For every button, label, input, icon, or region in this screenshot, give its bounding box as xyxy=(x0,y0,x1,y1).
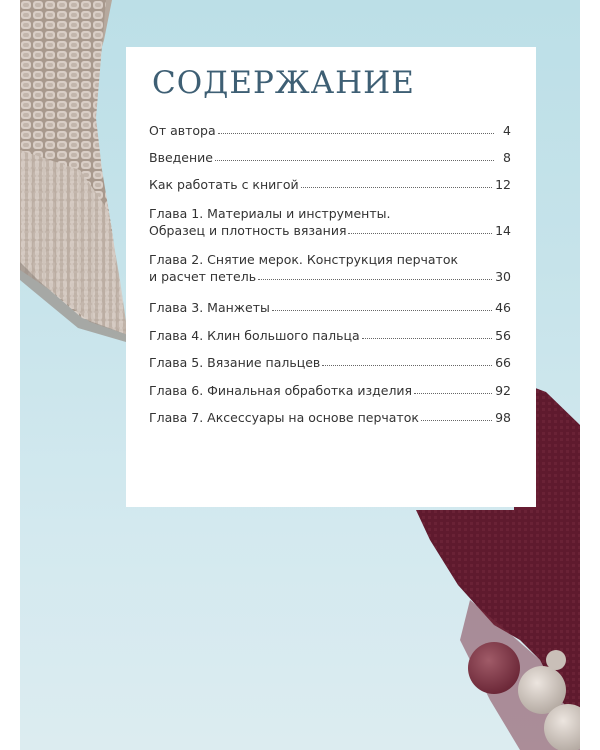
toc-page: 12 xyxy=(495,177,511,192)
leader-dots xyxy=(421,420,492,421)
leader-dots xyxy=(362,338,492,339)
leader-dots xyxy=(414,393,492,394)
toc-entry-author[interactable] xyxy=(149,123,511,138)
leader-dots xyxy=(301,187,492,188)
toc-title: От автора xyxy=(149,123,216,138)
toc-title: Как работать с книгой xyxy=(149,177,299,192)
contents-panel xyxy=(126,47,536,507)
toc-page: 46 xyxy=(495,300,511,315)
leader-dots xyxy=(215,160,494,161)
toc-title: Глава 5. Вязание пальцев xyxy=(149,355,321,370)
toc-title: Введение xyxy=(149,150,213,165)
toc-page: 4 xyxy=(503,123,511,138)
leader-dots xyxy=(322,365,492,366)
toc-title-line2: Образец и плотность вязания xyxy=(149,223,347,238)
leader-dots xyxy=(272,310,492,311)
leader-dots xyxy=(258,279,492,280)
toc-page: 56 xyxy=(495,328,511,343)
toc-page: 92 xyxy=(495,383,511,398)
toc-entry-chapter-5[interactable] xyxy=(149,355,511,370)
toc-title-line2: и расчет петель xyxy=(149,269,257,284)
knitted-sleeve xyxy=(20,0,128,342)
toc-page: 66 xyxy=(495,355,511,370)
toc-page: 8 xyxy=(503,150,511,165)
toc-entry-chapter-1[interactable] xyxy=(149,205,511,238)
toc-title-row2 xyxy=(149,269,511,284)
toc-page: 14 xyxy=(495,223,511,238)
contents-heading: СОДЕРЖАНИЕ xyxy=(152,65,415,101)
toc-entry-chapter-7[interactable] xyxy=(149,410,511,425)
leader-dots xyxy=(348,233,492,234)
toc-page: 30 xyxy=(495,269,511,284)
toc-title: Глава 7. Аксессуары на основе перчаток xyxy=(149,410,419,425)
toc-title: Глава 3. Манжеты xyxy=(149,300,270,315)
toc-title: Глава 4. Клин большого пальца xyxy=(149,328,360,343)
toc-entry-chapter-6[interactable] xyxy=(149,383,511,398)
toc-page: 98 xyxy=(495,410,511,425)
toc-title: Глава 6. Финальная обработка изделия xyxy=(149,383,413,398)
toc-title-row2 xyxy=(149,223,511,238)
toc-title-line1: Глава 1. Материалы и инструменты. xyxy=(149,206,391,221)
toc-entry-how-to-use[interactable] xyxy=(149,177,511,192)
toc-title-line1: Глава 2. Снятие мерок. Конструкция перчаток xyxy=(149,252,459,267)
toc-entry-chapter-4[interactable] xyxy=(149,328,511,343)
toc-entry-chapter-2[interactable] xyxy=(149,251,511,284)
toc-entry-chapter-3[interactable] xyxy=(149,300,511,315)
leader-dots xyxy=(218,133,494,134)
toc-entry-intro[interactable] xyxy=(149,150,511,165)
page xyxy=(20,0,580,750)
